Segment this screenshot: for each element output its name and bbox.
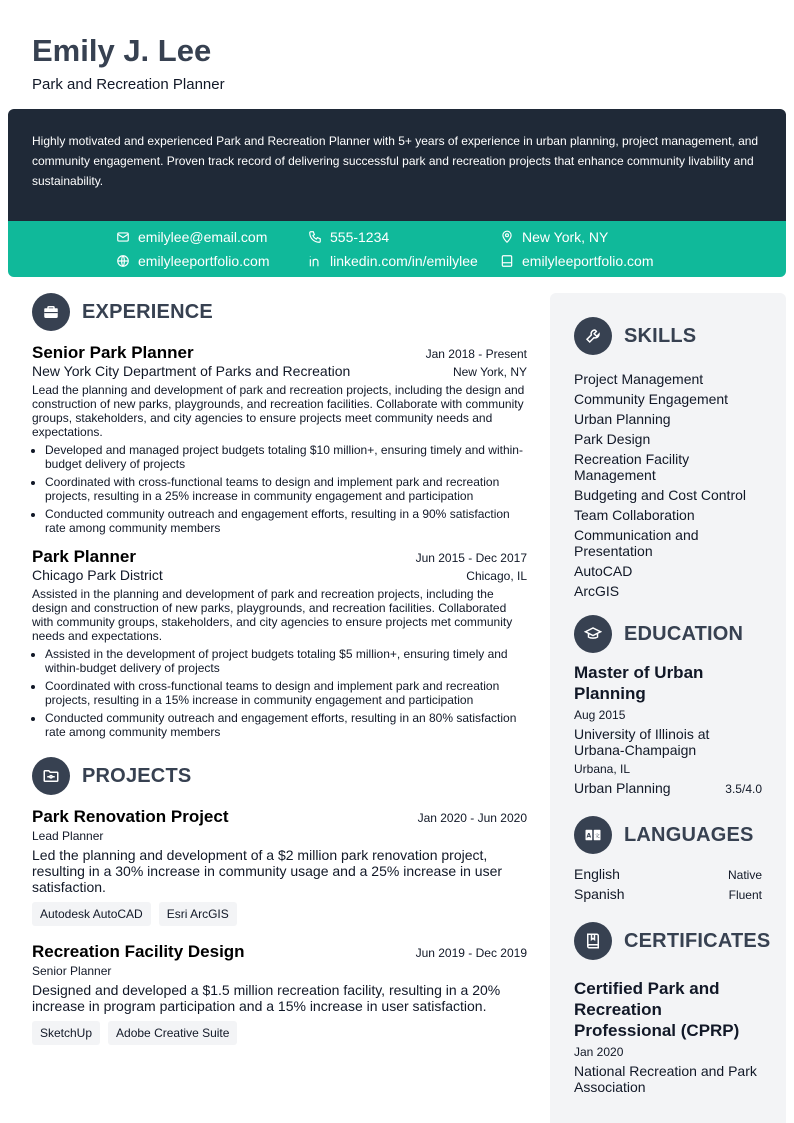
project-role: Senior Planner [32, 964, 112, 978]
education-field: Urban Planning [574, 780, 671, 796]
language-name: Spanish [574, 886, 625, 902]
contact-linkedin[interactable] [308, 253, 478, 269]
job-bullet: • Assisted in the development of project budgets totaling $5 million+, ensuring timely and within-budget delivery of projects [45, 647, 527, 675]
linkedin-icon [308, 254, 322, 268]
job-description: Lead the planning and development of park and recreation projects, including the design and construction of new parks, playgrounds, and recreation facilities. Collaborate with community groups, stakeholders, and city agencies to ensure projects meet community needs and expectations. [32, 383, 525, 439]
location-text: New York, NY [522, 229, 609, 245]
graduation-cap-icon [574, 615, 612, 653]
skill-item: Communication and Presentation [574, 527, 699, 559]
svg-text:A: A [586, 832, 592, 840]
education-location: Urbana, IL [574, 762, 631, 776]
job-description: Assisted in the planning and development of park and recreation projects, including the design and construction of new parks, playgrounds, and recreation facilities. Collaborated with community groups, stakeholders, and city agencies to ensure projects met community needs and expectations. [32, 587, 513, 643]
briefcase-icon [32, 293, 70, 331]
project-description: Led the planning and development of a $2 million park renovation project, resulting in a 30% increase in community usage and a 25% increase in user satisfaction. [32, 847, 503, 895]
job-location: New York, NY [452, 365, 527, 379]
certificate-name: Certified Park and Recreation Professional (CPRP) [574, 979, 740, 1040]
project-tag: Autodesk AutoCAD [32, 902, 151, 926]
contact-bar [8, 221, 786, 277]
project-tag: SketchUp [32, 1021, 100, 1045]
project-title: Park Renovation Project [32, 807, 229, 826]
job-dates: Jun 2015 - Dec 2017 [415, 551, 527, 565]
project-tags [32, 902, 527, 926]
globe-icon [116, 254, 130, 268]
language-item [574, 866, 762, 882]
skill-item: Community Engagement [574, 391, 729, 407]
languages-heading [574, 816, 762, 854]
portfolio-icon [500, 254, 514, 268]
languages-list [574, 866, 762, 902]
phone-icon [308, 230, 322, 244]
project-item [32, 807, 527, 926]
linkedin-text: linkedin.com/in/emilylee [330, 253, 478, 269]
wrench-icon [574, 317, 612, 355]
website-text: emilyleeportfolio.com [138, 253, 270, 269]
phone-text: 555-1234 [330, 229, 390, 245]
project-role: Lead Planner [32, 829, 104, 843]
summary-box [8, 109, 786, 221]
job-bullet: • Coordinated with cross-functional teams to design and implement park and recreation projects, resulting in a 15% increase in community engagement and participation [45, 679, 527, 707]
experience-heading [32, 293, 527, 331]
certificates-title: CERTIFICATES [624, 929, 771, 952]
language-level: Native [727, 868, 762, 882]
skill-item: Recreation Facility Management [574, 451, 690, 483]
experience-item [32, 343, 527, 535]
job-title: Senior Park Planner [32, 343, 194, 362]
education-school: University of Illinois at Urbana-Champaign [574, 726, 710, 758]
job-bullet: • Conducted community outreach and engagement efforts, resulting in a 90% satisfaction rate among community members [45, 507, 527, 535]
project-item [32, 942, 527, 1045]
skill-item: Budgeting and Cost Control [574, 487, 746, 503]
skills-heading [574, 317, 762, 355]
project-tags [32, 1021, 527, 1045]
contact-phone[interactable] [308, 229, 389, 245]
project-dates: Jun 2019 - Dec 2019 [415, 946, 527, 960]
education-heading [574, 615, 762, 653]
skills-title: SKILLS [624, 324, 697, 347]
project-tag: Adobe Creative Suite [108, 1021, 237, 1045]
job-bullets [32, 443, 527, 535]
contact-website[interactable] [116, 253, 270, 269]
translate-icon [574, 816, 612, 854]
envelope-icon [116, 230, 130, 244]
skill-item: ArcGIS [574, 583, 620, 599]
education-field-row [574, 780, 762, 796]
certificate-issuer: National Recreation and Park Association [574, 1063, 757, 1095]
education-degree: Master of Urban Planning [574, 663, 704, 703]
skill-item: Park Design [574, 431, 651, 447]
skill-item: Project Management [574, 371, 704, 387]
contact-location [500, 229, 608, 245]
portfolio-text: emilyleeportfolio.com [522, 253, 654, 269]
job-title: Park Planner [32, 547, 136, 566]
experience-item [32, 547, 527, 739]
certificate-date: Jan 2020 [574, 1045, 624, 1059]
folder-icon [32, 757, 70, 795]
projects-title: PROJECTS [82, 764, 192, 787]
certificate-book-icon [574, 922, 612, 960]
email-text: emilylee@email.com [138, 229, 268, 245]
project-dates: Jan 2020 - Jun 2020 [417, 811, 527, 825]
language-item [574, 886, 762, 902]
job-organization: Chicago Park District [32, 567, 163, 583]
education-gpa: 3.5/4.0 [725, 782, 762, 796]
summary-text: Highly motivated and experienced Park and Recreation Planner with 5+ years of experience in urban planning, project management, and community engagement. Proven track record of delivering successful park and recreation projects that enhance community livability and sustainability. [32, 134, 759, 188]
projects-heading [32, 757, 527, 795]
language-name: English [574, 866, 620, 882]
education-title: EDUCATION [624, 622, 744, 645]
skills-list [574, 371, 762, 599]
contact-portfolio[interactable] [500, 253, 654, 269]
main-column [32, 293, 527, 1045]
job-bullet: • Coordinated with cross-functional teams to design and implement park and recreation projects, resulting in a 25% increase in community engagement and participation [45, 475, 527, 503]
job-organization: New York City Department of Parks and Recreation [32, 363, 351, 379]
map-pin-icon [500, 230, 514, 244]
job-bullet: • Conducted community outreach and engagement efforts, resulting in an 80% satisfaction rate among community members [45, 711, 527, 739]
resume-header [32, 28, 225, 93]
project-description: Designed and developed a $1.5 million recreation facility, resulting in a 20% increase in program participation and a 15% increase in user satisfaction. [32, 982, 501, 1014]
job-bullets [32, 647, 527, 739]
project-tag: Esri ArcGIS [159, 902, 237, 926]
sidebar-panel [550, 293, 786, 1123]
skill-item: Team Collaboration [574, 507, 695, 523]
job-bullet: • Developed and managed project budgets totaling $10 million+, ensuring timely and within-budget delivery of projects [45, 443, 527, 471]
candidate-title: Park and Recreation Planner [32, 76, 225, 93]
language-level: Fluent [728, 888, 762, 902]
job-location: Chicago, IL [466, 569, 527, 583]
education-date: Aug 2015 [574, 708, 626, 722]
skill-item: AutoCAD [574, 563, 633, 579]
skill-item: Urban Planning [574, 411, 671, 427]
experience-title: EXPERIENCE [82, 300, 213, 323]
certificates-heading [574, 922, 771, 960]
project-title: Recreation Facility Design [32, 942, 245, 961]
contact-email[interactable] [116, 229, 267, 245]
languages-title: LANGUAGES [624, 823, 754, 846]
candidate-name: Emily J. Lee [32, 33, 212, 68]
svg-text:文: 文 [594, 833, 600, 840]
job-dates: Jan 2018 - Present [425, 347, 527, 361]
